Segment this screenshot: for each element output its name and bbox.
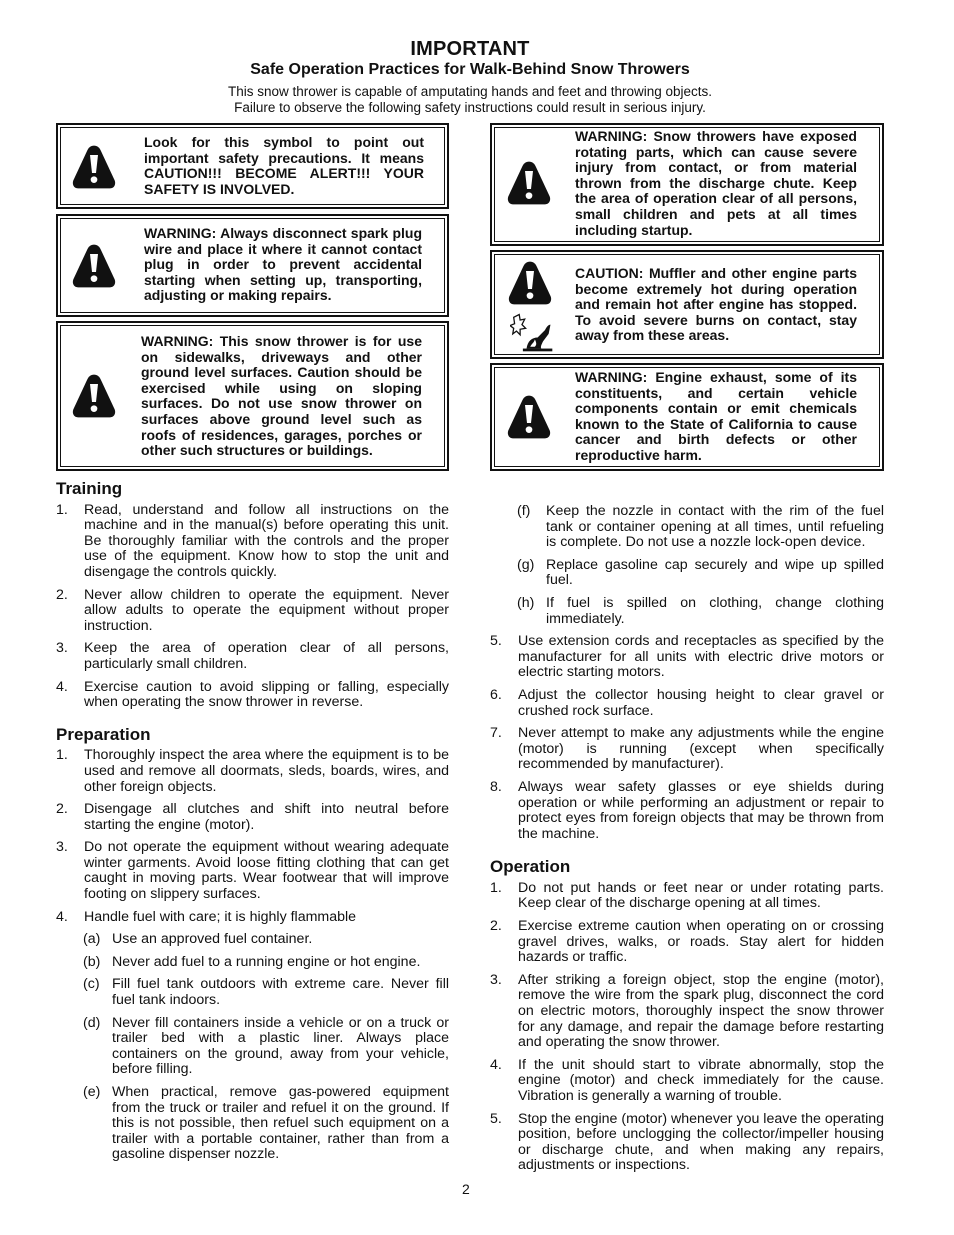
sub-item-text: Replace gasoline cap securely and wipe up spilled fuel. xyxy=(546,556,884,589)
sub-item-text: Never add fuel to a running engine or hot engine. xyxy=(112,953,421,970)
warning-text-rotating-parts: WARNING: Snow throwers have exposed rotating parts, which can cause severe injury from contact, or from material thrown from the discharge chute. Keep the area of operation clear of all persons, small children and pets at all times including startup. xyxy=(575,128,857,238)
sub-item-letter: (e) xyxy=(83,1084,101,1100)
preparation-list-continued xyxy=(490,504,884,842)
sub-item-letter: (b) xyxy=(83,953,101,970)
list-item xyxy=(490,881,884,912)
item-text: Handle fuel with care; it is highly flammable xyxy=(84,908,357,925)
caution-text-muffler: CAUTION: Muffler and other engine parts become extremely hot during operation and remain hot after engine has stopped. To avoid severe burns on contact, stay away from these areas. xyxy=(575,265,857,344)
section-title-preparation: Preparation xyxy=(56,724,151,744)
warning-triangle-icon xyxy=(507,392,551,442)
list-item xyxy=(490,919,884,966)
sub-item-letter: (g) xyxy=(517,556,535,573)
item-text: Exercise extreme caution when operating on or crossing gravel drives, walks, or roads. Stay alert for hidden hazards or traffic. xyxy=(518,918,884,966)
sub-item-letter: (h) xyxy=(517,594,535,611)
sub-item-letter: (a) xyxy=(83,931,101,948)
item-text: Exercise caution to avoid slipping or falling, especially when operating the snow thrower in reverse. xyxy=(84,678,449,711)
sub-item-text: If fuel is spilled on clothing, change clothing immediately. xyxy=(546,594,884,627)
sub-item xyxy=(490,504,884,551)
item-number: 5. xyxy=(490,1110,502,1127)
list-item xyxy=(56,840,449,902)
sub-item xyxy=(56,932,449,948)
sub-item-letter: (c) xyxy=(83,976,100,993)
sub-item-text: Never fill containers inside a vehicle or on a truck or trailer bed with a plastic liner. Always place containers on the ground, away from your vehicle, before filling. xyxy=(112,1014,449,1078)
sub-item-text: When practical, remove gas-powered equipment from the truck or trailer and refuel it on the ground. If this is not possible, then refuel such equipment on a trailer with a portable container, rather than from a gasoline dispenser nozzle. xyxy=(112,1084,449,1163)
warning-box-exhaust xyxy=(490,363,884,471)
item-number: 4. xyxy=(490,1056,502,1073)
intro-line-2: Failure to observe the following safety instructions could result in serious injury. xyxy=(234,100,706,115)
warning-triangle-icon xyxy=(72,371,116,421)
list-item xyxy=(490,634,884,681)
warning-triangle-icon xyxy=(72,241,116,291)
item-text: If the unit should start to vibrate abnormally, stop the engine (motor) and check immediately for the cause. Vibration is generally a warning of trouble. xyxy=(518,1056,884,1104)
list-item xyxy=(490,1058,884,1105)
list-item xyxy=(56,680,449,711)
training-list xyxy=(56,503,449,711)
item-text: After striking a foreign object, stop the engine (motor), remove the wire from the spark plug, disconnect the cord on electric motors, thoroughly inspect the snow thrower for any damage, and repair the damage before restarting and operating the snow thrower. xyxy=(518,971,884,1051)
item-text: Use extension cords and receptacles as specified by the manufacturer for all units with electric drive motors or electric starting motors. xyxy=(518,633,884,681)
item-text: Read, understand and follow all instructions on the machine and in the manual(s) before operating this unit. Be thoroughly familiar with the controls and the proper use of the equipment. Know how to stop the unit and disengage the controls quickly. xyxy=(84,501,449,580)
item-number: 5. xyxy=(490,633,502,650)
list-item xyxy=(490,973,884,1051)
item-number: 1. xyxy=(56,501,68,518)
item-number: 2. xyxy=(56,801,68,818)
warning-box-rotating-parts xyxy=(490,123,884,246)
item-number: 2. xyxy=(56,586,68,603)
sub-item-text: Use an approved fuel container. xyxy=(112,931,313,948)
list-item xyxy=(56,802,449,833)
item-text: Thoroughly inspect the area where the equipment is to be used and remove all doormats, sleds, boards, wires, and other foreign objects. xyxy=(84,747,449,795)
list-item xyxy=(56,503,449,581)
item-number: 3. xyxy=(490,971,502,988)
warning-text-symbol: Look for this symbol to point out important safety precautions. It means CAUTION!!! BECOME ALERT!!! YOUR SAFETY IS INVOLVED. xyxy=(144,134,424,197)
warning-text-exhaust: WARNING: Engine exhaust, some of its constituents, and certain vehicle components contain or emit chemicals known to the State of California to cause cancer and birth defects or other reproductive harm. xyxy=(575,369,857,463)
right-column xyxy=(490,504,884,1181)
sub-item xyxy=(56,1085,449,1163)
item-number: 2. xyxy=(490,918,502,935)
item-text: Never attempt to make any adjustments while the engine (motor) is running (except when specifically recommended by manufacturer). xyxy=(518,725,884,773)
item-number: 3. xyxy=(56,640,68,657)
item-text: Always wear safety glasses or eye shields during operation or while performing an adjustment or repair to protect eyes from foreign objects that may be thrown from the machine. xyxy=(518,778,884,842)
item-text: Stop the engine (motor) whenever you leave the operating position, before unclogging the collector/impeller housing or discharge chute, and when making any repairs, adjustments or inspections. xyxy=(518,1110,884,1174)
item-text: Keep the area of operation clear of all persons, particularly small children. xyxy=(84,640,449,672)
item-text: Disengage all clutches and shift into neutral before starting the engine (motor). xyxy=(84,801,449,833)
warning-triangle-icon xyxy=(507,158,551,208)
item-text: Do not operate the equipment without wearing adequate winter garments. Avoid loose fitting clothing that can get caught in moving parts. Wear footwear that will improve footing on slippery surfaces. xyxy=(84,839,449,903)
sub-item-letter: (f) xyxy=(517,503,531,519)
warning-triangle-icon xyxy=(72,142,116,192)
left-column xyxy=(56,481,449,1170)
item-text: Adjust the collector housing height to clear gravel or crushed rock surface. xyxy=(518,686,884,719)
sub-item xyxy=(56,1016,449,1078)
sub-item xyxy=(56,977,449,1008)
section-title-operation: Operation xyxy=(490,857,571,877)
list-item xyxy=(56,748,449,795)
item-number: 8. xyxy=(490,778,502,795)
operation-list xyxy=(490,881,884,1174)
item-number: 7. xyxy=(490,725,502,742)
sub-item-text: Fill fuel tank outdoors with extreme care. Never fill fuel tank indoors. xyxy=(112,976,449,1009)
warning-text-spark-plug: WARNING: Always disconnect spark plug wire and place it where it cannot contact plug in order to prevent accidental starting when setting up, transporting, adjusting or making repairs. xyxy=(144,225,422,304)
list-item xyxy=(56,910,449,926)
sub-item xyxy=(490,558,884,589)
page-number: 2 xyxy=(462,1181,470,1197)
list-item xyxy=(490,688,884,719)
item-number: 6. xyxy=(490,686,502,703)
item-number: 3. xyxy=(56,839,68,856)
item-text: Never allow children to operate the equipment. Never allow adults to operate the equipment without proper instruction. xyxy=(84,586,449,634)
list-item xyxy=(56,641,449,672)
preparation-list xyxy=(56,748,449,1163)
hot-surface-icon xyxy=(510,310,556,354)
warning-text-surfaces: WARNING: This snow thrower is for use on sidewalks, driveways and other ground level surfaces. Caution should be exercised while using on sloping surfaces. Do not use snow thrower on surfaces above ground level such as roofs of residences, garages, porches or other such structures or buildings. xyxy=(141,333,422,459)
item-number: 1. xyxy=(56,747,68,764)
sub-item-letter: (d) xyxy=(83,1014,101,1031)
page-subtitle: Safe Operation Practices for Walk-Behind Snow Throwers xyxy=(250,61,690,78)
list-item xyxy=(490,780,884,842)
page-title: IMPORTANT xyxy=(410,38,530,60)
item-number: 4. xyxy=(56,908,68,925)
warning-box-symbol xyxy=(56,123,449,209)
item-number: 1. xyxy=(490,879,502,896)
sub-item xyxy=(56,955,449,971)
caution-box-muffler xyxy=(490,250,884,359)
list-item xyxy=(490,726,884,773)
warning-box-surfaces xyxy=(56,321,449,471)
sub-item-text: Keep the nozzle in contact with the rim of the fuel tank or container opening at all times, until refueling is complete. Do not use a nozzle lock-open device. xyxy=(546,503,884,551)
warning-box-spark-plug xyxy=(56,214,449,317)
list-item xyxy=(56,588,449,635)
warning-triangle-icon xyxy=(508,258,552,308)
section-title-training: Training xyxy=(56,479,123,498)
sub-item xyxy=(490,596,884,627)
list-item xyxy=(490,1112,884,1174)
intro-line-1: This snow thrower is capable of amputating hands and feet and throwing objects. xyxy=(227,84,713,99)
item-number: 4. xyxy=(56,678,68,695)
item-text: Do not put hands or feet near or under rotating parts. Keep clear of the discharge opening at all times. xyxy=(518,879,884,912)
